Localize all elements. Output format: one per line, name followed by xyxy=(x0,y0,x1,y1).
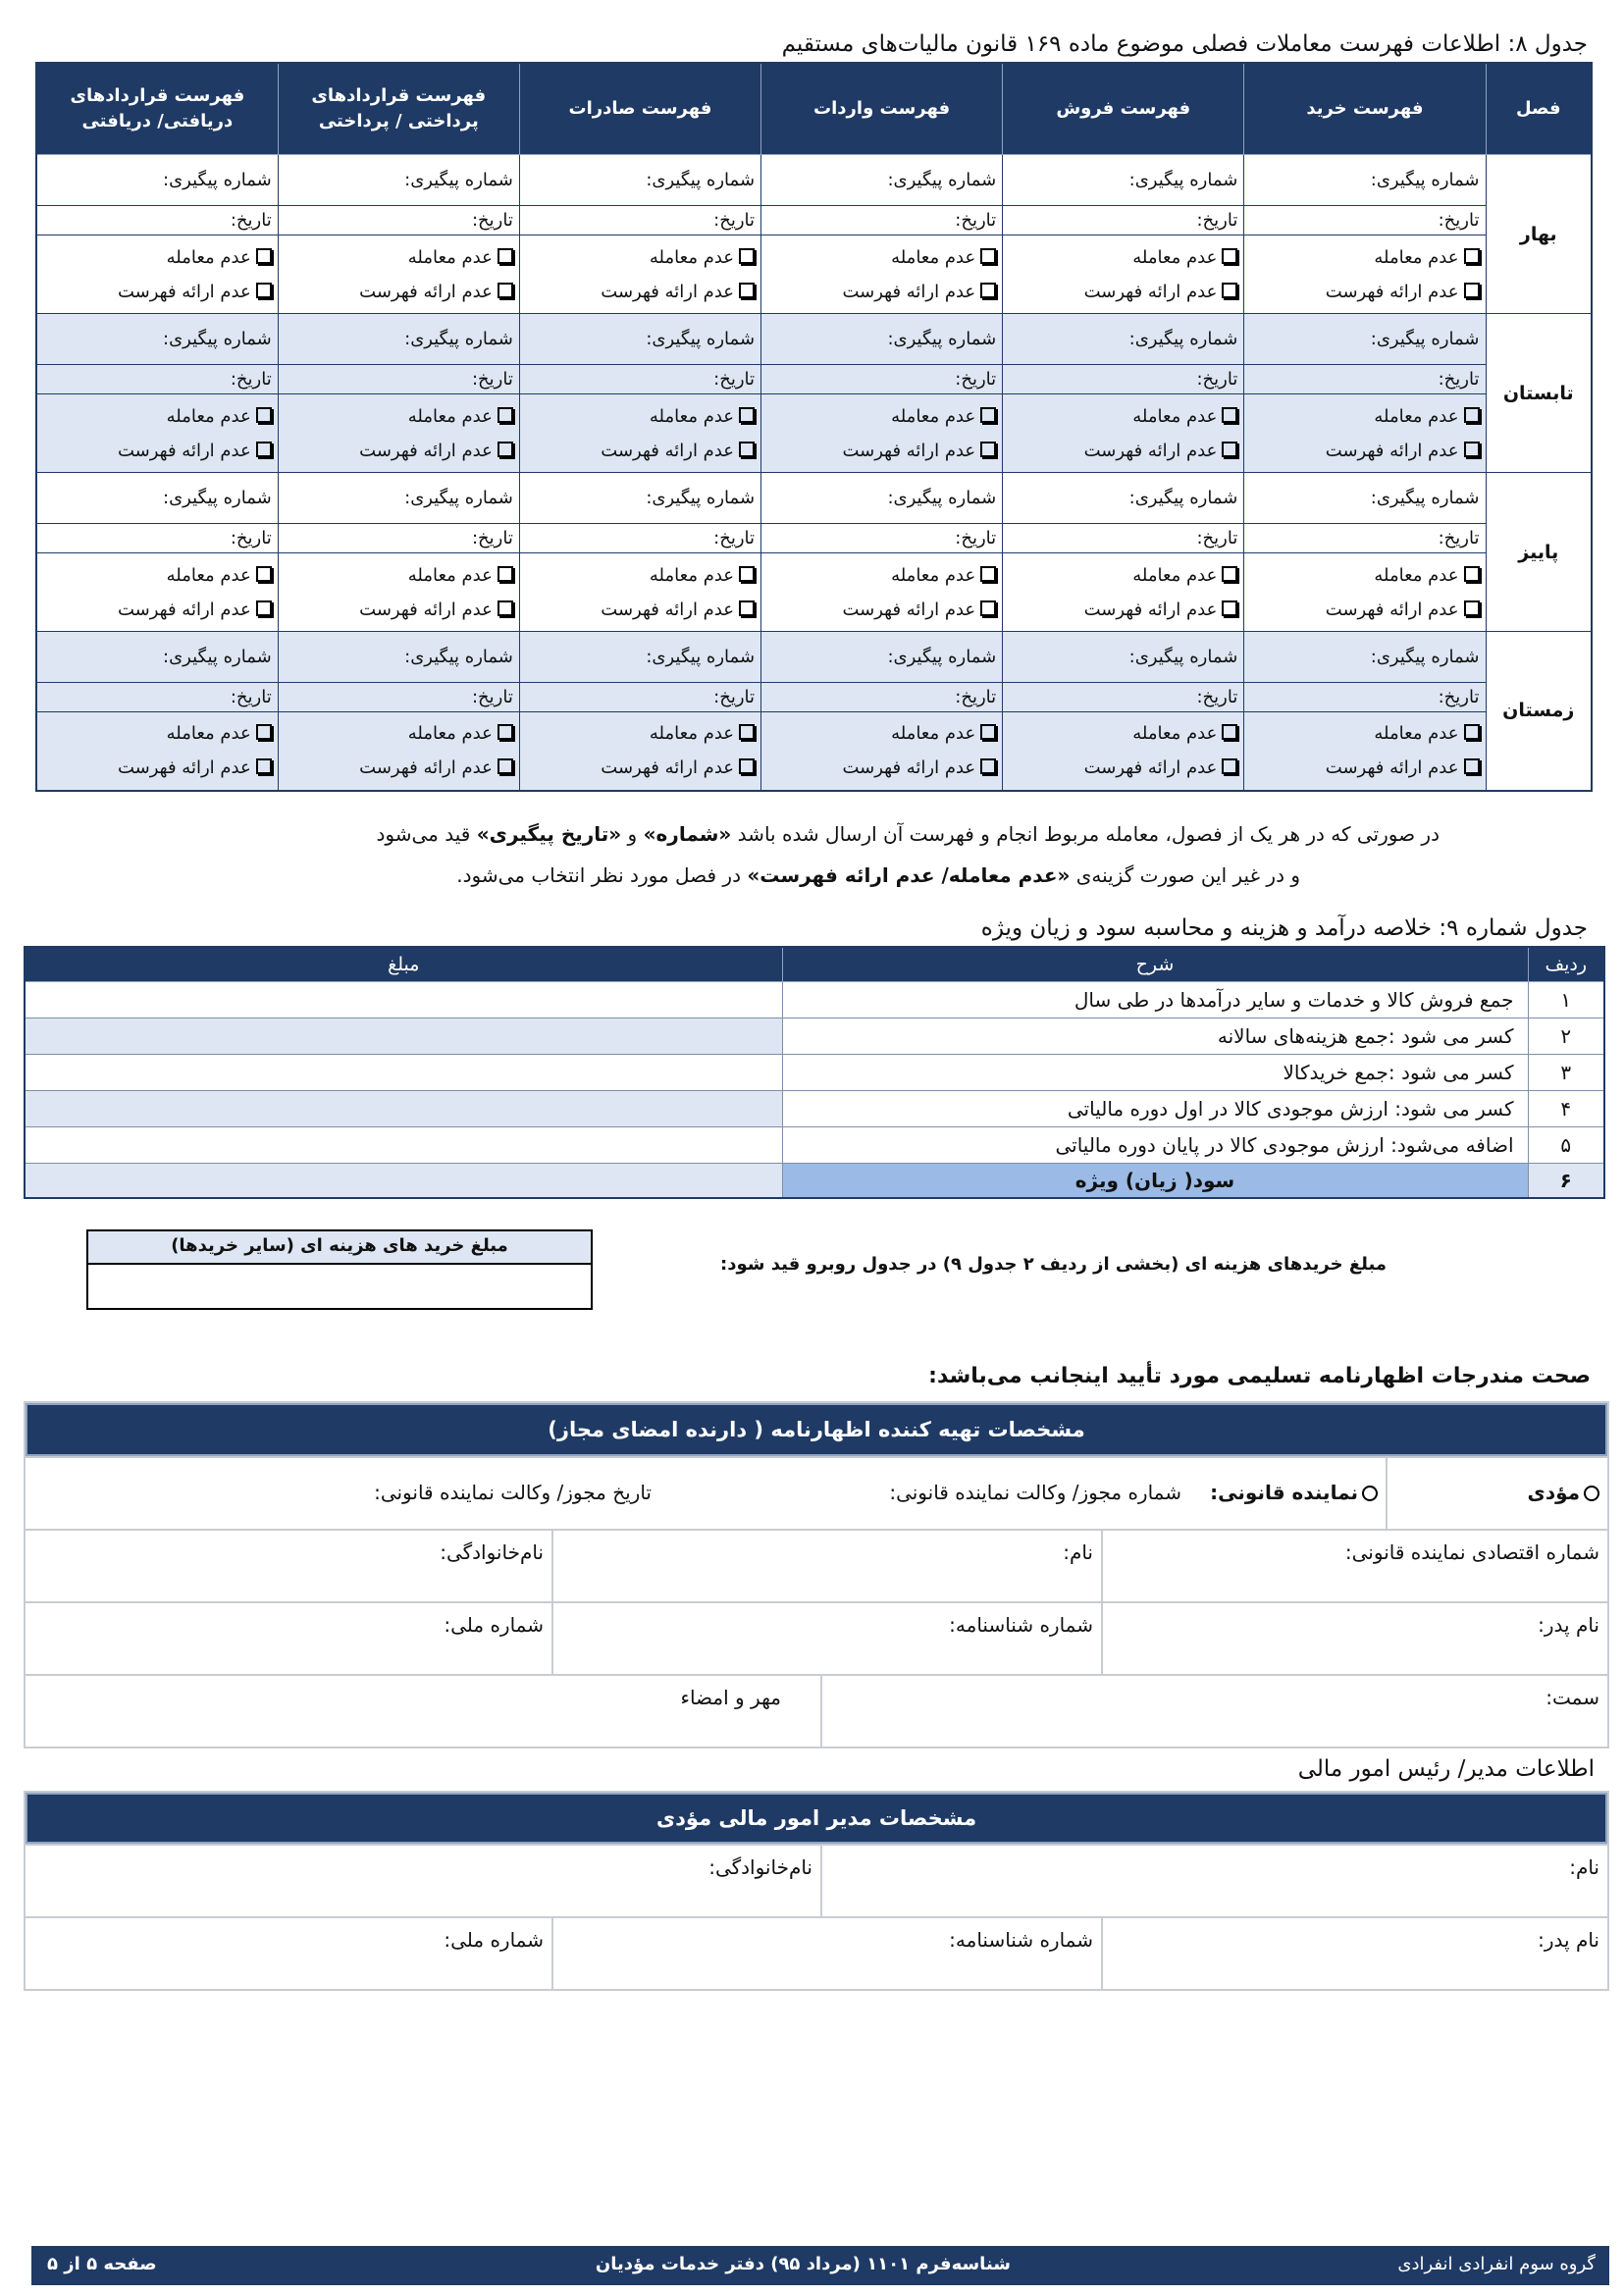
footer-form-id: شناسه‌فرم ۱۱۰۱ (مرداد ۹۵) دفتر خدمات مؤدیان xyxy=(595,2254,1011,2274)
no-transaction-checkbox-purchase[interactable]: عدم معامله xyxy=(1250,240,1479,275)
no-transaction-checkbox-exports[interactable]: عدم معامله xyxy=(526,399,755,434)
no-transaction-checkbox-purchase[interactable]: عدم معامله xyxy=(1250,716,1479,751)
tracking-number-field-contracts-received[interactable]: شماره پیگیری: xyxy=(36,314,278,365)
no-list-checkbox-sales[interactable]: عدم ارائه فهرست xyxy=(1009,275,1237,309)
no-list-checkbox-imports[interactable]: عدم ارائه فهرست xyxy=(767,434,996,468)
no-list-checkbox-imports[interactable]: عدم ارائه فهرست xyxy=(767,275,996,309)
row-number: ۳ xyxy=(1528,1055,1604,1091)
checkbox-icon xyxy=(739,283,755,298)
col-season: فصل xyxy=(1486,63,1592,155)
expense-note: مبلغ خریدهای هزینه ای (بخشی از ردیف ۲ جدول ۹) در جدول روبرو قید شود: xyxy=(720,1254,1387,1275)
checkbox-icon xyxy=(498,442,513,457)
checkbox-icon xyxy=(498,600,513,616)
row-amount-field[interactable] xyxy=(25,982,782,1018)
no-list-checkbox-sales[interactable]: عدم ارائه فهرست xyxy=(1009,434,1237,468)
radio-icon xyxy=(1362,1486,1378,1501)
checkbox-icon xyxy=(1222,600,1237,616)
no-transaction-checkbox-contracts-paid[interactable]: عدم معامله xyxy=(285,240,513,275)
finance-id-field[interactable]: شماره شناسنامه: xyxy=(551,1918,1101,1989)
row-description: جمع فروش کالا و خدمات و سایر درآمدها در طی سال xyxy=(782,982,1528,1018)
col-sales: فهرست فروش xyxy=(1003,63,1244,155)
tracking-number-field-contracts-received[interactable]: شماره پیگیری: xyxy=(36,632,278,683)
date-field-contracts-paid[interactable]: تاریخ: xyxy=(278,206,519,235)
tracking-number-field-imports[interactable]: شماره پیگیری: xyxy=(761,632,1003,683)
no-transaction-checkbox-exports[interactable]: عدم معامله xyxy=(526,240,755,275)
row-description: کسر می شود: ارزش موجودی کالا در اول دوره مالیاتی xyxy=(782,1091,1528,1127)
checkbox-icon xyxy=(1222,248,1237,264)
license-date-label: تاریخ مجوز/ وکالت نماینده قانونی: xyxy=(374,1481,652,1504)
tracking-number-field-imports[interactable]: شماره پیگیری: xyxy=(761,155,1003,206)
no-list-checkbox-exports[interactable]: عدم ارائه فهرست xyxy=(526,275,755,309)
preparer-name-field[interactable]: نام: xyxy=(551,1531,1101,1601)
row-amount-field[interactable] xyxy=(25,1164,782,1199)
checkbox-icon xyxy=(256,407,272,423)
no-list-checkbox-sales[interactable]: عدم ارائه فهرست xyxy=(1009,751,1237,785)
preparer-national-id-field[interactable]: شماره ملی: xyxy=(444,1613,544,1637)
season-label: تابستان xyxy=(1486,314,1592,473)
row-description: کسر می شود :جمع هزینه‌های سالانه xyxy=(782,1018,1528,1055)
date-field-imports[interactable]: تاریخ: xyxy=(761,365,1003,394)
row-description: اضافه می‌شود: ارزش موجودی کالا در پایان دوره مالیاتی xyxy=(782,1127,1528,1164)
date-field-sales[interactable]: تاریخ: xyxy=(1003,524,1244,553)
tracking-number-field-exports[interactable]: شماره پیگیری: xyxy=(519,473,760,524)
checkbox-icon xyxy=(256,248,272,264)
no-transaction-checkbox-contracts-paid[interactable]: عدم معامله xyxy=(285,716,513,751)
col-contracts-paid: فهرست قراردادهای پرداختی / پرداختی xyxy=(278,63,519,155)
expense-box-title: مبلغ خرید های هزینه ای (سایر خریدها) xyxy=(88,1231,591,1265)
tracking-number-field-contracts-paid[interactable]: شماره پیگیری: xyxy=(278,314,519,365)
date-field-contracts-received[interactable]: تاریخ: xyxy=(36,524,278,553)
no-list-checkbox-contracts-received[interactable]: عدم ارائه فهرست xyxy=(43,751,272,785)
date-field-contracts-paid[interactable]: تاریخ: xyxy=(278,524,519,553)
checkbox-icon xyxy=(739,407,755,423)
checkbox-icon xyxy=(1222,442,1237,457)
checkbox-icon xyxy=(1464,566,1480,582)
checkbox-icon xyxy=(1464,248,1480,264)
col-purchase: فهرست خرید xyxy=(1244,63,1486,155)
note-line-2: و در غیر این صورت گزینه‌ی «عدم معامله/ عدم ارائه فهرست» در فصل مورد نظر انتخاب می‌شود. xyxy=(456,863,1300,887)
checkbox-icon xyxy=(1464,283,1480,298)
row-number: ۴ xyxy=(1528,1091,1604,1127)
row-number: ۵ xyxy=(1528,1127,1604,1164)
no-list-checkbox-contracts-received[interactable]: عدم ارائه فهرست xyxy=(43,434,272,468)
tracking-number-field-sales[interactable]: شماره پیگیری: xyxy=(1003,632,1244,683)
tracking-number-field-contracts-paid[interactable]: شماره پیگیری: xyxy=(278,473,519,524)
checkbox-icon xyxy=(980,566,996,582)
no-list-checkbox-contracts-paid[interactable]: عدم ارائه فهرست xyxy=(285,275,513,309)
table8-caption: جدول ۸: اطلاعات فهرست معاملات فصلی موضوع ماده ۱۶۹ قانون مالیات‌های مستقیم xyxy=(781,31,1588,57)
date-field-exports[interactable]: تاریخ: xyxy=(519,365,760,394)
tracking-number-field-contracts-received[interactable]: شماره پیگیری: xyxy=(36,473,278,524)
no-transaction-checkbox-purchase[interactable]: عدم معامله xyxy=(1250,558,1479,593)
no-list-checkbox-imports[interactable]: عدم ارائه فهرست xyxy=(767,593,996,627)
finance-surname-field[interactable]: نام‌خانوادگی: xyxy=(708,1855,812,1879)
finance-form xyxy=(24,1791,1609,1991)
date-field-contracts-received[interactable]: تاریخ: xyxy=(36,365,278,394)
date-field-purchase[interactable]: تاریخ: xyxy=(1244,365,1486,394)
date-field-purchase[interactable]: تاریخ: xyxy=(1244,206,1486,235)
preparer-title: مشخصات تهیه کننده اظهارنامه ( دارنده امضای مجاز) xyxy=(26,1403,1607,1456)
row-amount-field[interactable] xyxy=(25,1127,782,1164)
date-field-contracts-paid[interactable]: تاریخ: xyxy=(278,683,519,712)
position-field[interactable]: سمت: xyxy=(820,1676,1607,1747)
checkbox-icon xyxy=(739,758,755,774)
tracking-number-field-contracts-received[interactable]: شماره پیگیری: xyxy=(36,155,278,206)
no-list-checkbox-contracts-paid[interactable]: عدم ارائه فهرست xyxy=(285,593,513,627)
col-contracts-received: فهرست قراردادهای دریافتی/ دریافتی xyxy=(36,63,278,155)
no-transaction-checkbox-imports[interactable]: عدم معامله xyxy=(767,716,996,751)
tracking-number-field-purchase[interactable]: شماره پیگیری: xyxy=(1244,155,1486,206)
finance-caption: اطلاعات مدیر/ رئیس امور مالی xyxy=(1297,1756,1595,1782)
checkbox-icon xyxy=(980,758,996,774)
no-list-checkbox-purchase[interactable]: عدم ارائه فهرست xyxy=(1250,434,1479,468)
checkbox-icon xyxy=(256,758,272,774)
license-no-label: شماره مجوز/ وکالت نماینده قانونی: xyxy=(889,1481,1181,1504)
no-transaction-checkbox-imports[interactable]: عدم معامله xyxy=(767,240,996,275)
date-field-sales[interactable]: تاریخ: xyxy=(1003,683,1244,712)
preparer-father-field[interactable]: نام پدر: xyxy=(1101,1603,1607,1674)
col-imports: فهرست واردات xyxy=(761,63,1003,155)
checkbox-icon xyxy=(498,566,513,582)
checkbox-icon xyxy=(256,566,272,582)
legal-rep-option[interactable]: نماینده قانونی: xyxy=(1201,1468,1378,1519)
checkbox-icon xyxy=(256,442,272,457)
row-amount-field[interactable] xyxy=(25,1091,782,1127)
no-transaction-checkbox-sales[interactable]: عدم معامله xyxy=(1009,399,1237,434)
checkbox-icon xyxy=(1464,407,1480,423)
checkbox-icon xyxy=(980,283,996,298)
date-field-imports[interactable]: تاریخ: xyxy=(761,524,1003,553)
finance-title: مشخصات مدیر امور مالی مؤدی xyxy=(26,1793,1607,1844)
tracking-number-field-contracts-paid[interactable]: شماره پیگیری: xyxy=(278,155,519,206)
checkbox-icon xyxy=(498,724,513,740)
checkbox-icon xyxy=(1464,442,1480,457)
seal-signature-field[interactable]: مهر و امضاء xyxy=(680,1686,781,1709)
tracking-number-field-imports[interactable]: شماره پیگیری: xyxy=(761,473,1003,524)
no-list-checkbox-purchase[interactable]: عدم ارائه فهرست xyxy=(1250,275,1479,309)
no-list-checkbox-contracts-received[interactable]: عدم ارائه فهرست xyxy=(43,275,272,309)
checkbox-icon xyxy=(1222,758,1237,774)
no-list-checkbox-imports[interactable]: عدم ارائه فهرست xyxy=(767,751,996,785)
declaration-text: صحت مندرجات اظهارنامه تسلیمی مورد تأیید اینجانب می‌باشد: xyxy=(928,1364,1591,1388)
no-transaction-checkbox-exports[interactable]: عدم معامله xyxy=(526,558,755,593)
expense-amount-field[interactable] xyxy=(88,1265,591,1308)
no-list-checkbox-exports[interactable]: عدم ارائه فهرست xyxy=(526,434,755,468)
preparer-form xyxy=(24,1401,1609,1748)
seasonal-transactions-table xyxy=(35,62,1593,792)
finance-name-field[interactable]: نام: xyxy=(820,1846,1607,1916)
no-list-checkbox-purchase[interactable]: عدم ارائه فهرست xyxy=(1250,751,1479,785)
checkbox-icon xyxy=(256,283,272,298)
season-label: بهار xyxy=(1486,155,1592,314)
row-amount-field[interactable] xyxy=(25,1018,782,1055)
no-list-checkbox-contracts-received[interactable]: عدم ارائه فهرست xyxy=(43,593,272,627)
checkbox-icon xyxy=(498,758,513,774)
checkbox-icon xyxy=(1464,724,1480,740)
no-list-checkbox-purchase[interactable]: عدم ارائه فهرست xyxy=(1250,593,1479,627)
checkbox-icon xyxy=(1222,724,1237,740)
date-field-purchase[interactable]: تاریخ: xyxy=(1244,683,1486,712)
no-list-checkbox-contracts-paid[interactable]: عدم ارائه فهرست xyxy=(285,751,513,785)
tracking-number-field-exports[interactable]: شماره پیگیری: xyxy=(519,155,760,206)
tracking-number-field-purchase[interactable]: شماره پیگیری: xyxy=(1244,632,1486,683)
taxpayer-option[interactable]: مؤدی xyxy=(1386,1458,1607,1529)
checkbox-icon xyxy=(980,248,996,264)
no-transaction-checkbox-contracts-paid[interactable]: عدم معامله xyxy=(285,399,513,434)
checkbox-icon xyxy=(1222,407,1237,423)
tracking-number-field-exports[interactable]: شماره پیگیری: xyxy=(519,632,760,683)
date-field-imports[interactable]: تاریخ: xyxy=(761,683,1003,712)
tracking-number-field-purchase[interactable]: شماره پیگیری: xyxy=(1244,314,1486,365)
checkbox-icon xyxy=(1222,283,1237,298)
season-label: زمستان xyxy=(1486,632,1592,791)
footer-page-number: صفحه ۵ از ۵ xyxy=(47,2254,157,2274)
tracking-number-field-purchase[interactable]: شماره پیگیری: xyxy=(1244,473,1486,524)
no-transaction-checkbox-exports[interactable]: عدم معامله xyxy=(526,716,755,751)
checkbox-icon xyxy=(739,442,755,457)
income-summary-table xyxy=(24,946,1605,1199)
checkbox-icon xyxy=(256,600,272,616)
date-field-purchase[interactable]: تاریخ: xyxy=(1244,524,1486,553)
no-transaction-checkbox-contracts-received[interactable]: عدم معامله xyxy=(43,716,272,751)
row-amount-field[interactable] xyxy=(25,1055,782,1091)
row-number: ۱ xyxy=(1528,982,1604,1018)
date-field-contracts-received[interactable]: تاریخ: xyxy=(36,206,278,235)
checkbox-icon xyxy=(1464,600,1480,616)
no-transaction-checkbox-sales[interactable]: عدم معامله xyxy=(1009,240,1237,275)
checkbox-icon xyxy=(980,442,996,457)
date-field-exports[interactable]: تاریخ: xyxy=(519,683,760,712)
no-transaction-checkbox-contracts-received[interactable]: عدم معامله xyxy=(43,399,272,434)
no-transaction-checkbox-sales[interactable]: عدم معامله xyxy=(1009,558,1237,593)
season-label: پاییز xyxy=(1486,473,1592,632)
preparer-surname-field[interactable]: نام‌خانوادگی: xyxy=(440,1540,544,1564)
col-desc: شرح xyxy=(782,947,1528,982)
checkbox-icon xyxy=(256,724,272,740)
checkbox-icon xyxy=(739,248,755,264)
no-list-checkbox-exports[interactable]: عدم ارائه فهرست xyxy=(526,751,755,785)
date-field-sales[interactable]: تاریخ: xyxy=(1003,365,1244,394)
date-field-exports[interactable]: تاریخ: xyxy=(519,206,760,235)
checkbox-icon xyxy=(498,248,513,264)
date-field-sales[interactable]: تاریخ: xyxy=(1003,206,1244,235)
preparer-id-field[interactable]: شماره شناسنامه: xyxy=(551,1603,1101,1674)
row-number: ۲ xyxy=(1528,1018,1604,1055)
checkbox-icon xyxy=(498,283,513,298)
col-amount: مبلغ xyxy=(25,947,782,982)
col-row: ردیف xyxy=(1528,947,1604,982)
col-exports: فهرست صادرات xyxy=(519,63,760,155)
checkbox-icon xyxy=(980,724,996,740)
radio-icon xyxy=(1584,1486,1599,1501)
checkbox-icon xyxy=(1464,758,1480,774)
checkbox-icon xyxy=(980,407,996,423)
note-line-1: در صورتی که در هر یک از فصول، معامله مربوط انجام و فهرست آن ارسال شده باشد «شماره» و «تاریخ پیگیری» قید می‌شود xyxy=(376,822,1440,846)
checkbox-icon xyxy=(980,600,996,616)
footer-group: گروه سوم انفرادی انفرادی xyxy=(1397,2254,1596,2274)
row-number: ۶ xyxy=(1528,1164,1604,1199)
date-field-contracts-paid[interactable]: تاریخ: xyxy=(278,365,519,394)
checkbox-icon xyxy=(498,407,513,423)
no-transaction-checkbox-purchase[interactable]: عدم معامله xyxy=(1250,399,1479,434)
no-transaction-checkbox-imports[interactable]: عدم معامله xyxy=(767,399,996,434)
no-list-checkbox-sales[interactable]: عدم ارائه فهرست xyxy=(1009,593,1237,627)
date-field-exports[interactable]: تاریخ: xyxy=(519,524,760,553)
no-list-checkbox-exports[interactable]: عدم ارائه فهرست xyxy=(526,593,755,627)
row-description: سود( زیان) ویژه xyxy=(782,1164,1528,1199)
no-transaction-checkbox-imports[interactable]: عدم معامله xyxy=(767,558,996,593)
checkbox-icon xyxy=(1222,566,1237,582)
finance-father-field[interactable]: نام پدر: xyxy=(1101,1918,1607,1989)
table9-caption: جدول شماره ۹: خلاصه درآمد و هزینه و محاسبه سود و زیان ویژه xyxy=(980,915,1588,941)
page-footer xyxy=(31,2246,1609,2285)
row-description: کسر می شود :جمع خریدکالا xyxy=(782,1055,1528,1091)
checkbox-icon xyxy=(739,600,755,616)
expense-box xyxy=(86,1229,593,1310)
checkbox-icon xyxy=(739,724,755,740)
tracking-number-field-imports[interactable]: شماره پیگیری: xyxy=(761,314,1003,365)
checkbox-icon xyxy=(739,566,755,582)
tracking-number-field-sales[interactable]: شماره پیگیری: xyxy=(1003,155,1244,206)
tracking-number-field-sales[interactable]: شماره پیگیری: xyxy=(1003,473,1244,524)
tracking-number-field-sales[interactable]: شماره پیگیری: xyxy=(1003,314,1244,365)
no-transaction-checkbox-contracts-received[interactable]: عدم معامله xyxy=(43,240,272,275)
date-field-contracts-received[interactable]: تاریخ: xyxy=(36,683,278,712)
date-field-imports[interactable]: تاریخ: xyxy=(761,206,1003,235)
no-transaction-checkbox-sales[interactable]: عدم معامله xyxy=(1009,716,1237,751)
no-transaction-checkbox-contracts-received[interactable]: عدم معامله xyxy=(43,558,272,593)
no-list-checkbox-contracts-paid[interactable]: عدم ارائه فهرست xyxy=(285,434,513,468)
tracking-number-field-contracts-paid[interactable]: شماره پیگیری: xyxy=(278,632,519,683)
tracking-number-field-exports[interactable]: شماره پیگیری: xyxy=(519,314,760,365)
rep-economic-code-field[interactable]: شماره اقتصادی نماینده قانونی: xyxy=(1101,1531,1607,1601)
no-transaction-checkbox-contracts-paid[interactable]: عدم معامله xyxy=(285,558,513,593)
finance-national-id-field[interactable]: شماره ملی: xyxy=(444,1928,544,1952)
